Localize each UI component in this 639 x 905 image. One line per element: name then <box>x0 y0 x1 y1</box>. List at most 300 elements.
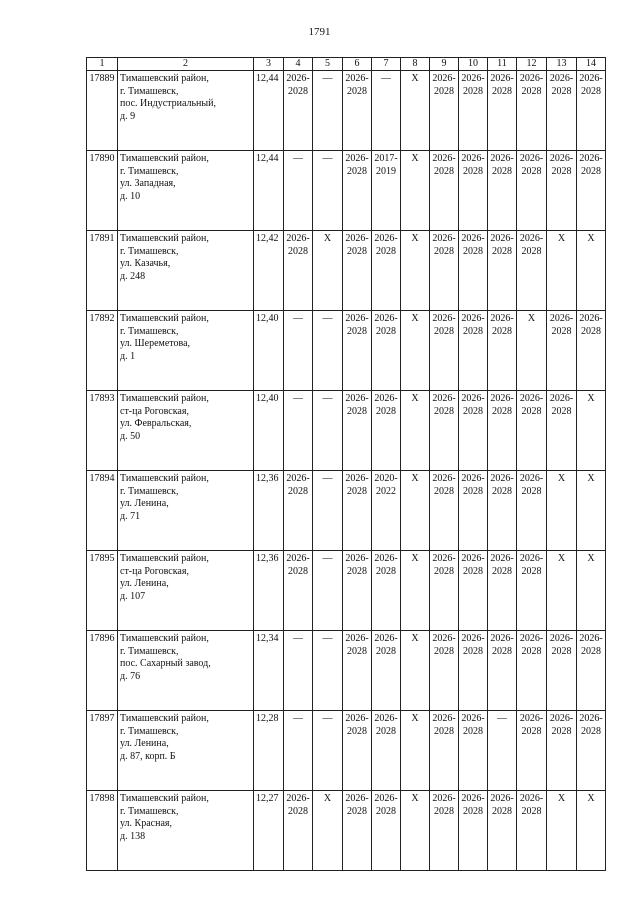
table-row <box>87 711 606 791</box>
area-cell: 12,28 <box>254 711 284 791</box>
cell-value: 2026- <box>374 713 398 724</box>
cell-value: 2028 <box>463 405 483 417</box>
address-cell <box>118 151 254 231</box>
area-cell: 12,34 <box>254 631 284 711</box>
address-cell <box>118 631 254 711</box>
cell-value: 2026- <box>461 473 485 484</box>
cell-value: 2026- <box>345 393 369 404</box>
cell-value: 2028 <box>463 725 483 737</box>
cell-value: X <box>587 553 595 564</box>
address-line: Тимашевский район, <box>120 153 209 164</box>
cell-value: 2028 <box>376 645 396 657</box>
value-cell-col-10 <box>459 231 488 311</box>
row-number: 17889 <box>87 71 118 151</box>
cell-value: 2028 <box>434 85 454 97</box>
cell-value: X <box>323 233 332 244</box>
page-number: 1791 <box>308 26 331 38</box>
cell-value: 2028 <box>347 645 367 657</box>
value-cell-col-13 <box>547 311 577 391</box>
column-header-8: 8 <box>401 58 430 71</box>
cell-value: 2026- <box>519 633 544 644</box>
cell-value: 2028 <box>288 805 308 817</box>
table-row <box>87 311 606 391</box>
cell-value: 2026- <box>579 633 603 644</box>
address-line: д. 10 <box>120 190 141 202</box>
value-cell-col-7 <box>372 791 401 871</box>
cell-value: 2028 <box>376 325 396 337</box>
cell-value: 2026- <box>461 393 485 404</box>
cell-value: 2028 <box>463 165 483 177</box>
address-line: ул. Ленина, <box>120 578 169 589</box>
value-cell-col-11 <box>488 471 517 551</box>
column-header-12: 12 <box>517 58 547 71</box>
column-header-11: 11 <box>488 58 517 71</box>
value-cell-col-14 <box>577 711 606 791</box>
cell-value: 2019 <box>376 165 396 177</box>
address-line: ул. Казачья, <box>120 258 171 269</box>
cell-value: 2026- <box>579 713 603 724</box>
row-number: 17895 <box>87 551 118 631</box>
cell-value: 2026- <box>490 553 514 564</box>
address-line: ст-ца Роговская, <box>120 405 189 417</box>
address-line: ст-ца Роговская, <box>120 565 189 577</box>
cell-value: 2026- <box>374 233 398 244</box>
cell-value: 2028 <box>347 805 367 817</box>
value-cell-col-14 <box>577 471 606 551</box>
value-cell-col-11 <box>488 711 517 791</box>
cell-value: 2026- <box>374 393 398 404</box>
cell-value: X <box>411 393 419 404</box>
cell-value: 2026- <box>345 473 369 484</box>
cell-value: X <box>557 793 566 804</box>
address-line: ул. Западная, <box>120 178 176 189</box>
value-cell-col-4 <box>284 551 313 631</box>
cell-value: X <box>411 313 419 324</box>
cell-value: 2026- <box>490 393 514 404</box>
cell-value: 2028 <box>434 165 454 177</box>
value-cell-col-12 <box>517 711 547 791</box>
value-cell-col-8 <box>401 311 430 391</box>
cell-value: 2028 <box>521 85 542 97</box>
address-line: пос. Сахарный завод, <box>120 658 211 669</box>
cell-value: 2028 <box>347 405 367 417</box>
column-header-5: 5 <box>313 58 343 71</box>
address-line: Тимашевский район, <box>120 73 209 84</box>
cell-value: 2017- <box>374 153 398 164</box>
cell-value: 2026- <box>579 73 603 84</box>
cell-value: 2028 <box>492 405 512 417</box>
value-cell-col-13 <box>547 71 577 151</box>
cell-value: 2028 <box>463 325 483 337</box>
value-cell-col-8 <box>401 471 430 551</box>
address-line: д. 107 <box>120 590 146 602</box>
cell-value: 2028 <box>376 405 396 417</box>
cell-value: 2026- <box>490 313 514 324</box>
cell-value: 2026- <box>549 393 574 404</box>
value-cell-col-10 <box>459 791 488 871</box>
value-cell-col-9 <box>430 231 459 311</box>
table-row <box>87 631 606 711</box>
cell-value: 2028 <box>463 245 483 257</box>
cell-value: 2026- <box>286 793 310 804</box>
value-cell-col-12 <box>517 471 547 551</box>
cell-value: — <box>322 393 333 404</box>
table-row <box>87 391 606 471</box>
cell-value: 2026- <box>374 633 398 644</box>
cell-value: 2028 <box>288 85 308 97</box>
value-cell-col-13 <box>547 631 577 711</box>
cell-value: X <box>557 553 566 564</box>
cell-value: 2028 <box>521 245 542 257</box>
address-line: г. Тимашевск, <box>120 805 179 817</box>
column-header-2: 2 <box>118 58 254 71</box>
cell-value: 2026- <box>549 73 574 84</box>
value-cell-col-9 <box>430 631 459 711</box>
cell-value: 2028 <box>347 485 367 497</box>
address-line: пос. Индустриальный, <box>120 98 216 109</box>
address-cell <box>118 551 254 631</box>
value-cell-col-8 <box>401 151 430 231</box>
address-line: г. Тимашевск, <box>120 85 179 97</box>
cell-value: X <box>411 473 419 484</box>
address-line: г. Тимашевск, <box>120 325 179 337</box>
cell-value: 2026- <box>461 713 485 724</box>
cell-value: 2026- <box>461 73 485 84</box>
address-line: д. 87, корп. Б <box>120 750 176 762</box>
cell-value: 2028 <box>434 325 454 337</box>
cell-value: 2026- <box>461 633 485 644</box>
cell-value: 2026- <box>432 553 456 564</box>
value-cell-col-5 <box>313 391 343 471</box>
cell-value: 2028 <box>492 245 512 257</box>
cell-value: 2028 <box>347 245 367 257</box>
cell-value: — <box>293 393 303 404</box>
cell-value: 2028 <box>492 325 512 337</box>
value-cell-col-6 <box>343 311 372 391</box>
cell-value: 2026- <box>519 393 544 404</box>
cell-value: 2026- <box>345 633 369 644</box>
cell-value: 2028 <box>288 485 308 497</box>
cell-value: 2026- <box>490 73 514 84</box>
address-line: Тимашевский район, <box>120 233 209 244</box>
value-cell-col-13 <box>547 711 577 791</box>
address-line: Тимашевский район, <box>120 473 209 484</box>
area-cell: 12,44 <box>254 71 284 151</box>
cell-value: 2026- <box>374 553 398 564</box>
cell-value: 2026- <box>549 713 574 724</box>
cell-value: — <box>322 73 333 84</box>
cell-value: X <box>411 553 419 564</box>
value-cell-col-5 <box>313 471 343 551</box>
value-cell-col-13 <box>547 471 577 551</box>
cell-value: 2028 <box>521 645 542 657</box>
cell-value: 2028 <box>347 565 367 577</box>
cell-value: 2026- <box>286 73 310 84</box>
value-cell-col-11 <box>488 311 517 391</box>
column-header-1: 1 <box>87 58 118 71</box>
address-line: г. Тимашевск, <box>120 165 179 177</box>
cell-value: 2028 <box>551 725 572 737</box>
value-cell-col-13 <box>547 391 577 471</box>
cell-value: X <box>411 633 419 644</box>
cell-value: 2028 <box>581 165 601 177</box>
value-cell-col-10 <box>459 311 488 391</box>
value-cell-col-5 <box>313 711 343 791</box>
value-cell-col-10 <box>459 471 488 551</box>
value-cell-col-6 <box>343 791 372 871</box>
cell-value: X <box>587 793 595 804</box>
area-cell: 12,27 <box>254 791 284 871</box>
address-line: Тимашевский район, <box>120 793 209 804</box>
cell-value: 2028 <box>521 165 542 177</box>
value-cell-col-7 <box>372 311 401 391</box>
cell-value: 2028 <box>492 805 512 817</box>
cell-value: 2028 <box>492 645 512 657</box>
cell-value: 2028 <box>347 725 367 737</box>
value-cell-col-7 <box>372 551 401 631</box>
value-cell-col-13 <box>547 791 577 871</box>
value-cell-col-8 <box>401 231 430 311</box>
cell-value: 2026- <box>579 153 603 164</box>
cell-value: 2026- <box>490 473 514 484</box>
value-cell-col-5 <box>313 71 343 151</box>
address-line: г. Тимашевск, <box>120 245 179 257</box>
value-cell-col-7 <box>372 711 401 791</box>
cell-value: 2026- <box>432 473 456 484</box>
cell-value: 2026- <box>345 713 369 724</box>
address-cell <box>118 471 254 551</box>
address-line: д. 76 <box>120 670 141 682</box>
cell-value: 2026- <box>432 313 456 324</box>
cell-value: 2026- <box>490 633 514 644</box>
value-cell-col-7 <box>372 471 401 551</box>
value-cell-col-14 <box>577 791 606 871</box>
value-cell-col-10 <box>459 151 488 231</box>
cell-value: 2026- <box>461 313 485 324</box>
address-cell <box>118 71 254 151</box>
table-row <box>87 791 606 871</box>
address-cell <box>118 231 254 311</box>
value-cell-col-10 <box>459 711 488 791</box>
column-header-9: 9 <box>430 58 459 71</box>
area-cell: 12,40 <box>254 391 284 471</box>
cell-value: 2026- <box>519 73 544 84</box>
cell-value: — <box>293 153 303 164</box>
cell-value: 2028 <box>492 165 512 177</box>
data-table <box>86 57 606 871</box>
address-line: Тимашевский район, <box>120 553 209 564</box>
cell-value: 2028 <box>492 565 512 577</box>
value-cell-col-14 <box>577 311 606 391</box>
cell-value: — <box>322 713 333 724</box>
value-cell-col-10 <box>459 551 488 631</box>
cell-value: 2028 <box>551 645 572 657</box>
value-cell-col-11 <box>488 391 517 471</box>
cell-value: 2026- <box>519 713 544 724</box>
value-cell-col-4 <box>284 71 313 151</box>
value-cell-col-11 <box>488 791 517 871</box>
value-cell-col-10 <box>459 631 488 711</box>
address-line: ул. Ленина, <box>120 498 169 509</box>
cell-value: — <box>322 633 333 644</box>
value-cell-col-5 <box>313 551 343 631</box>
cell-value: 2028 <box>288 245 308 257</box>
value-cell-col-9 <box>430 711 459 791</box>
cell-value: 2026- <box>461 153 485 164</box>
value-cell-col-10 <box>459 391 488 471</box>
column-header-7: 7 <box>372 58 401 71</box>
cell-value: 2026- <box>345 153 369 164</box>
cell-value: 2028 <box>551 165 572 177</box>
area-cell: 12,40 <box>254 311 284 391</box>
cell-value: 2026- <box>432 73 456 84</box>
cell-value: 2028 <box>434 405 454 417</box>
table-row <box>87 231 606 311</box>
cell-value: 2026- <box>549 313 574 324</box>
cell-value: 2028 <box>463 85 483 97</box>
area-cell: 12,44 <box>254 151 284 231</box>
value-cell-col-12 <box>517 551 547 631</box>
address-line: ул. Красная, <box>120 818 172 829</box>
value-cell-col-14 <box>577 231 606 311</box>
value-cell-col-10 <box>459 71 488 151</box>
cell-value: 2026- <box>286 473 310 484</box>
cell-value: 2028 <box>581 325 601 337</box>
cell-value: — <box>293 313 303 324</box>
cell-value: 2026- <box>461 233 485 244</box>
column-header-3: 3 <box>254 58 284 71</box>
cell-value: — <box>322 553 333 564</box>
cell-value: — <box>322 313 333 324</box>
cell-value: 2020- <box>374 473 398 484</box>
value-cell-col-4 <box>284 391 313 471</box>
cell-value: 2026- <box>549 633 574 644</box>
cell-value: 2026- <box>432 393 456 404</box>
cell-value: 2028 <box>376 805 396 817</box>
cell-value: 2028 <box>492 85 512 97</box>
cell-value: X <box>411 713 419 724</box>
value-cell-col-13 <box>547 231 577 311</box>
cell-value: 2028 <box>551 85 572 97</box>
value-cell-col-9 <box>430 791 459 871</box>
value-cell-col-14 <box>577 631 606 711</box>
cell-value: 2022 <box>376 485 396 497</box>
column-header-10: 10 <box>459 58 488 71</box>
address-line: г. Тимашевск, <box>120 725 179 737</box>
cell-value: 2028 <box>581 645 601 657</box>
address-line: Тимашевский район, <box>120 713 209 724</box>
cell-value: 2028 <box>521 805 542 817</box>
cell-value: 2028 <box>288 565 308 577</box>
cell-value: 2028 <box>463 805 483 817</box>
value-cell-col-8 <box>401 551 430 631</box>
cell-value: 2026- <box>432 633 456 644</box>
table-row <box>87 71 606 151</box>
cell-value: X <box>411 793 419 804</box>
cell-value: 2028 <box>434 565 454 577</box>
address-line: д. 9 <box>120 110 136 122</box>
value-cell-col-14 <box>577 151 606 231</box>
value-cell-col-7 <box>372 151 401 231</box>
row-number: 17891 <box>87 231 118 311</box>
value-cell-col-4 <box>284 311 313 391</box>
value-cell-col-7 <box>372 231 401 311</box>
address-line: д. 50 <box>120 430 141 442</box>
cell-value: — <box>293 713 303 724</box>
value-cell-col-7 <box>372 71 401 151</box>
address-line: ул. Шереметова, <box>120 338 191 349</box>
value-cell-col-8 <box>401 391 430 471</box>
cell-value: X <box>587 393 595 404</box>
cell-value: 2028 <box>347 165 367 177</box>
cell-value: 2028 <box>521 725 542 737</box>
value-cell-col-9 <box>430 71 459 151</box>
value-cell-col-13 <box>547 151 577 231</box>
cell-value: 2028 <box>581 725 601 737</box>
cell-value: 2028 <box>581 85 601 97</box>
address-line: д. 1 <box>120 350 136 362</box>
cell-value: 2026- <box>519 793 544 804</box>
area-cell: 12,36 <box>254 551 284 631</box>
value-cell-col-6 <box>343 231 372 311</box>
value-cell-col-6 <box>343 71 372 151</box>
cell-value: 2028 <box>521 405 542 417</box>
value-cell-col-4 <box>284 471 313 551</box>
value-cell-col-4 <box>284 631 313 711</box>
value-cell-col-11 <box>488 231 517 311</box>
value-cell-col-12 <box>517 71 547 151</box>
value-cell-col-14 <box>577 71 606 151</box>
cell-value: 2026- <box>519 553 544 564</box>
cell-value: — <box>381 73 391 84</box>
address-cell <box>118 711 254 791</box>
address-line: ул. Ленина, <box>120 738 169 749</box>
cell-value: 2026- <box>579 313 603 324</box>
value-cell-col-8 <box>401 71 430 151</box>
cell-value: 2026- <box>519 153 544 164</box>
column-header-14: 14 <box>577 58 606 71</box>
value-cell-col-6 <box>343 391 372 471</box>
column-header-4: 4 <box>284 58 313 71</box>
value-cell-col-12 <box>517 631 547 711</box>
cell-value: 2026- <box>490 793 514 804</box>
area-cell: 12,36 <box>254 471 284 551</box>
cell-value: 2026- <box>432 793 456 804</box>
cell-value: X <box>411 233 419 244</box>
cell-value: 2028 <box>347 325 367 337</box>
table-row <box>87 551 606 631</box>
cell-value: 2028 <box>434 805 454 817</box>
value-cell-col-6 <box>343 151 372 231</box>
cell-value: 2028 <box>376 725 396 737</box>
cell-value: 2026- <box>345 553 369 564</box>
cell-value: X <box>557 233 566 244</box>
address-cell <box>118 311 254 391</box>
value-cell-col-8 <box>401 791 430 871</box>
cell-value: 2026- <box>519 233 544 244</box>
value-cell-col-12 <box>517 311 547 391</box>
value-cell-col-5 <box>313 231 343 311</box>
value-cell-col-9 <box>430 311 459 391</box>
address-line: г. Тимашевск, <box>120 645 179 657</box>
cell-value: 2028 <box>434 645 454 657</box>
address-line: Тимашевский район, <box>120 313 209 324</box>
address-cell <box>118 791 254 871</box>
cell-value: 2026- <box>432 713 456 724</box>
value-cell-col-4 <box>284 711 313 791</box>
cell-value: 2026- <box>461 793 485 804</box>
cell-value: 2026- <box>519 473 544 484</box>
